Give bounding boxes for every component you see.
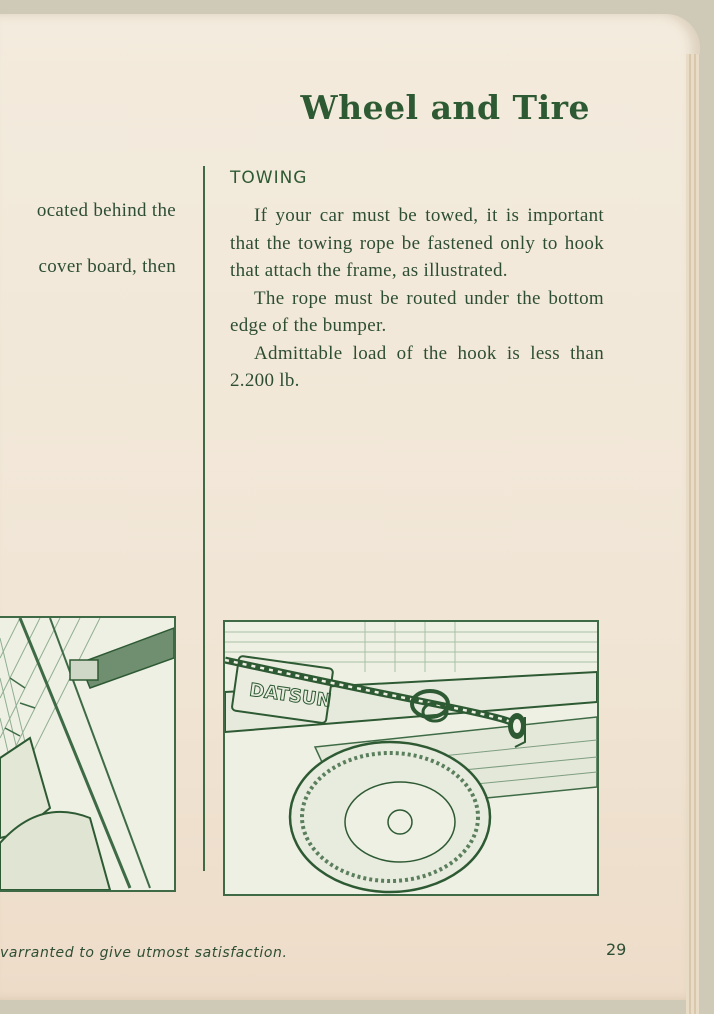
footer-text: varranted to give utmost satisfaction. (0, 945, 288, 961)
page-edge (686, 54, 700, 1014)
paragraph: The rope must be routed under the bottom edge of the bumper. (230, 287, 604, 336)
left-column-line-2: cover board, then (38, 256, 176, 277)
column-divider (203, 166, 205, 871)
manual-page (0, 14, 700, 1000)
page-number: 29 (606, 940, 627, 959)
section-heading: TOWING (230, 168, 308, 188)
page-title: Wheel and Tire (300, 88, 590, 127)
section-body (230, 202, 604, 395)
paragraph: If your car must be towed, it is important that the towing rope be fastened only to hook that attach the frame, as illustrated. (230, 205, 604, 281)
left-column-line-1: ocated behind the (36, 200, 176, 221)
towing-hook-illustration (223, 620, 599, 896)
plate-text: DATSUN (248, 679, 333, 712)
paragraph: Admittable load of the hook is less than 2.200 lb. (230, 342, 604, 391)
seat-illustration (0, 616, 176, 892)
